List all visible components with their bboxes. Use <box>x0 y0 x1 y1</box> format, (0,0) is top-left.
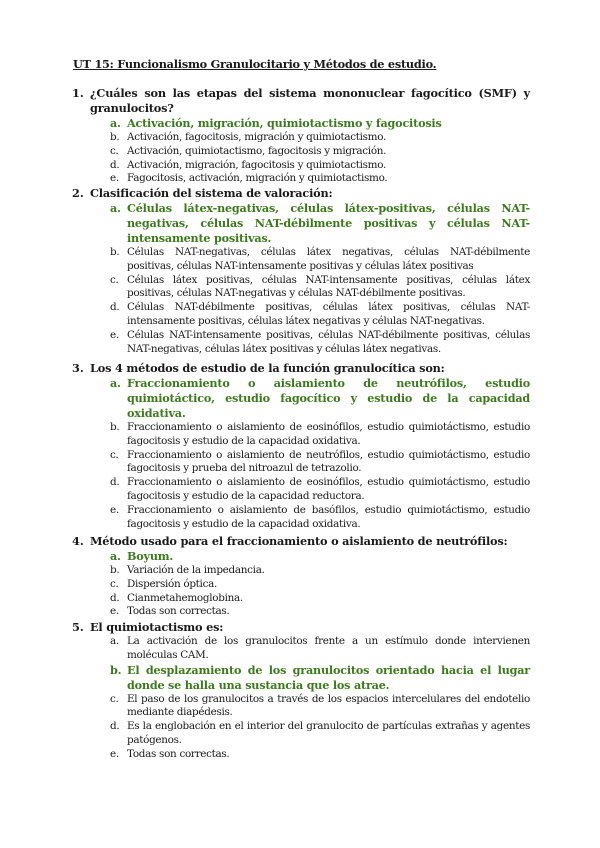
option-c: c. Dispersión óptica. <box>110 577 217 590</box>
document-title: UT 15: Funcionalismo Granulocitario y Métodos de estudio. <box>73 57 437 71</box>
option-d: d. Activación, migración, fagocitosis y quimiotactismo. <box>110 158 387 171</box>
option-list <box>90 116 530 186</box>
option-e: e. Fagocitosis, activación, migración y quimiotactismo. <box>110 172 388 185</box>
question-number: 3. <box>72 361 84 375</box>
option-list <box>90 201 530 356</box>
question-2 <box>72 186 530 356</box>
option-a: a. La activación de los granulocitos frente a un estímulo donde intervienen moléculas CAM. <box>110 635 530 661</box>
option-a-correct: a. Células látex-negativas, células látex-positivas, células NAT-negativas, células NAT-débilmente positivas y células NAT-intensamente positivas. <box>110 201 530 245</box>
option-e: e. Fraccionamiento o aislamiento de basófilos, estudio quimiotáctismo, estudio fagocitosis y estudio de la capacidad oxidativa. <box>110 503 530 530</box>
option-b: b. Activación, fagocitosis, migración y quimiotactismo. <box>110 131 387 143</box>
question-number: 2. <box>72 186 84 200</box>
option-b-correct: b. El desplazamiento de los granulocitos orientado hacia el lugar donde se halla una sustancia que los atrae. <box>110 662 530 692</box>
question-text: Los 4 métodos de estudio de la función granulocítica son: <box>90 361 445 375</box>
option-c: c. Fraccionamiento o aislamiento de neutrófilos, estudio quimiotáctismo, estudio fagocitosis y prueba del nitroazul de tetrazolio. <box>110 448 530 475</box>
question-text: El quimiotactismo es: <box>90 620 224 634</box>
option-a-correct: a. Fraccionamiento o aislamiento de neutrófilos, estudio quimiotáctico, estudio fagocítico y estudio de la capacidad oxidativa. <box>110 376 530 420</box>
question-1 <box>72 86 530 186</box>
option-e: e. Todas son correctas. <box>110 747 230 760</box>
option-c: c. Células látex positivas, células NAT-intensamente positivas, células látex positivas, células NAT-negativas y células NAT-débilmente positivas. <box>110 273 530 300</box>
option-d: d. Cianmetahemoglobina. <box>110 591 243 604</box>
question-4 <box>72 534 530 619</box>
question-number: 1. <box>72 86 84 100</box>
option-d: d. Es la englobación en el interior del granulocito de partículas extrañas y agentes patógenos. <box>110 720 530 746</box>
option-list <box>90 376 530 531</box>
option-c: c. El paso de los granulocitos a través de los espacios intercelulares del endotelio mediante diapédesis. <box>110 692 530 719</box>
option-list <box>90 635 530 762</box>
option-a-correct: a. Activación, migración, quimiotactismo y fagocitosis <box>110 116 442 130</box>
question-3 <box>72 361 530 531</box>
option-d: d. Fraccionamiento o aislamiento de eosinófilos, estudio quimiotáctismo, estudio fagocitosis y estudio de la capacidad reductora. <box>110 476 530 502</box>
question-number: 4. <box>72 534 84 548</box>
question-text: ¿Cuáles son las etapas del sistema mononuclear fagocítico (SMF) y granulocitos? <box>90 86 530 115</box>
question-number: 5. <box>72 620 84 634</box>
option-e: e. Todas son correctas. <box>110 605 230 618</box>
option-list <box>90 549 530 619</box>
option-b: b. Fraccionamiento o aislamiento de eosinófilos, estudio quimiotáctismo, estudio fagocitosis y estudio de la capacidad oxidativa. <box>110 421 530 447</box>
option-a-correct: a. Boyum. <box>110 549 174 563</box>
question-text: Método usado para el fraccionamiento o aislamiento de neutrófilos: <box>90 534 508 548</box>
question-text: Clasificación del sistema de valoración: <box>90 186 333 200</box>
option-e: e. Células NAT-intensamente positivas, células NAT-débilmente positivas, células NAT-negativas, células látex positivas y células látex negativas. <box>110 328 530 355</box>
question-5 <box>72 620 530 762</box>
option-b: b. Variación de la impedancia. <box>110 564 265 576</box>
option-c: c. Activación, quimiotactismo, fagocitosis y migración. <box>110 144 387 157</box>
option-d: d. Células NAT-débilmente positivas, células látex positivas, células NAT-intensamente positivas, células látex negativas y células NAT-negativas. <box>110 301 530 327</box>
option-b: b. Células NAT-negativas, células látex negativas, células NAT-débilmente positivas, células NAT-intensamente positivas y células látex positivas <box>110 246 530 272</box>
